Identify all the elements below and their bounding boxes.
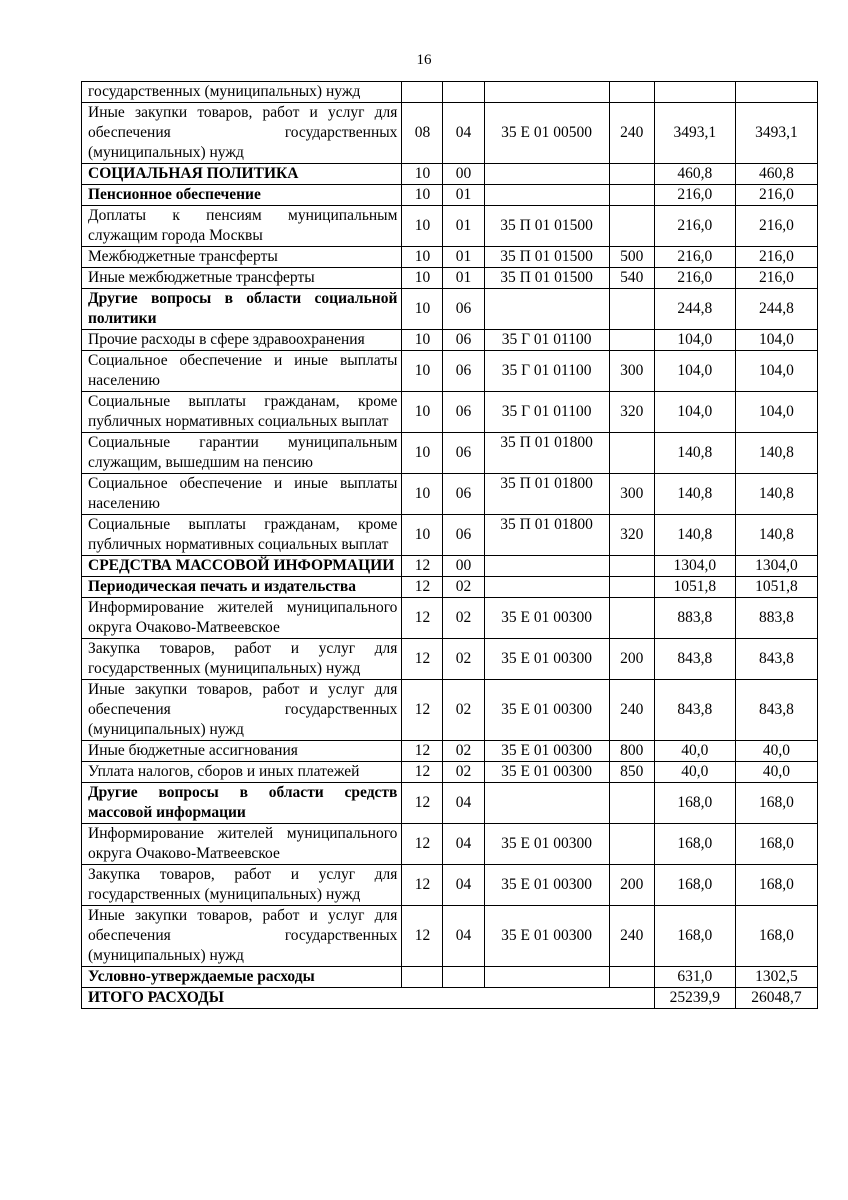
- total-label: ИТОГО РАСХОДЫ: [82, 988, 655, 1009]
- amount-year-2: 843,8: [735, 680, 817, 741]
- subsection-code: 04: [443, 824, 484, 865]
- expense-type-code: [609, 164, 654, 185]
- table-row: [82, 741, 818, 762]
- amount-year-1: 883,8: [654, 598, 735, 639]
- row-name: Другие вопросы в области социальной политики: [82, 289, 402, 330]
- amount-year-2: 883,8: [735, 598, 817, 639]
- amount-year-1: [654, 82, 735, 103]
- row-name: Иные бюджетные ассигнования: [82, 741, 402, 762]
- table-row: [82, 865, 818, 906]
- amount-year-1: 104,0: [654, 330, 735, 351]
- row-name: СОЦИАЛЬНАЯ ПОЛИТИКА: [82, 164, 402, 185]
- target-article-code: 35 Е 01 00300: [484, 824, 609, 865]
- expense-type-code: 300: [609, 351, 654, 392]
- expense-type-code: 240: [609, 680, 654, 741]
- subsection-code: 01: [443, 268, 484, 289]
- expense-type-code: [609, 82, 654, 103]
- budget-expenditure-table: [81, 81, 818, 1009]
- subsection-code: [443, 967, 484, 988]
- target-article-code: [484, 82, 609, 103]
- row-name: Условно-утверждаемые расходы: [82, 967, 402, 988]
- row-name: Социальное обеспечение и иные выплаты населению: [82, 474, 402, 515]
- expense-type-code: [609, 185, 654, 206]
- expense-type-code: [609, 598, 654, 639]
- total-amount-year-1: 25239,9: [654, 988, 735, 1009]
- amount-year-1: 140,8: [654, 474, 735, 515]
- subsection-code: [443, 82, 484, 103]
- row-name: Информирование жителей муниципального округа Очаково-Матвеевское: [82, 824, 402, 865]
- expense-type-code: 200: [609, 639, 654, 680]
- subsection-code: 02: [443, 680, 484, 741]
- subsection-code: 01: [443, 206, 484, 247]
- table-row: [82, 268, 818, 289]
- section-code: 10: [402, 206, 443, 247]
- target-article-code: 35 Г 01 01100: [484, 351, 609, 392]
- target-article-code: [484, 556, 609, 577]
- subsection-code: 06: [443, 289, 484, 330]
- subsection-code: 01: [443, 247, 484, 268]
- target-article-code: [484, 967, 609, 988]
- table-row: [82, 330, 818, 351]
- amount-year-2: 168,0: [735, 824, 817, 865]
- section-code: [402, 82, 443, 103]
- amount-year-1: 843,8: [654, 680, 735, 741]
- subsection-code: 02: [443, 762, 484, 783]
- amount-year-2: 460,8: [735, 164, 817, 185]
- row-name: Иные закупки товаров, работ и услуг для обеспечения государственных (муниципальных) нужд: [82, 680, 402, 741]
- row-name: Периодическая печать и издательства: [82, 577, 402, 598]
- expense-type-code: [609, 783, 654, 824]
- subsection-code: 06: [443, 392, 484, 433]
- section-code: 10: [402, 164, 443, 185]
- amount-year-2: 1302,5: [735, 967, 817, 988]
- expense-type-code: 320: [609, 515, 654, 556]
- table-row: [82, 598, 818, 639]
- row-name: Уплата налогов, сборов и иных платежей: [82, 762, 402, 783]
- amount-year-1: 460,8: [654, 164, 735, 185]
- amount-year-2: 216,0: [735, 185, 817, 206]
- subsection-code: 02: [443, 741, 484, 762]
- section-code: 10: [402, 392, 443, 433]
- expense-type-code: 320: [609, 392, 654, 433]
- target-article-code: 35 Е 01 00300: [484, 639, 609, 680]
- amount-year-1: 1304,0: [654, 556, 735, 577]
- table-row: [82, 824, 818, 865]
- target-article-code: 35 П 01 01800: [484, 433, 609, 474]
- row-name: Информирование жителей муниципального округа Очаково-Матвеевское: [82, 598, 402, 639]
- section-code: 10: [402, 330, 443, 351]
- expense-type-code: 540: [609, 268, 654, 289]
- amount-year-2: [735, 82, 817, 103]
- table-row: [82, 556, 818, 577]
- row-name: Иные закупки товаров, работ и услуг для обеспечения государственных (муниципальных) нужд: [82, 906, 402, 967]
- table-row: [82, 680, 818, 741]
- target-article-code: 35 Г 01 01100: [484, 330, 609, 351]
- table-row: [82, 577, 818, 598]
- row-name: СРЕДСТВА МАССОВОЙ ИНФОРМАЦИИ: [82, 556, 402, 577]
- table-row: [82, 185, 818, 206]
- subsection-code: 02: [443, 577, 484, 598]
- table-row: [82, 762, 818, 783]
- section-code: 10: [402, 351, 443, 392]
- amount-year-1: 140,8: [654, 433, 735, 474]
- amount-year-2: 216,0: [735, 247, 817, 268]
- target-article-code: [484, 185, 609, 206]
- section-code: 12: [402, 598, 443, 639]
- row-name: Социальные выплаты гражданам, кроме публичных нормативных социальных выплат: [82, 392, 402, 433]
- row-name: Закупка товаров, работ и услуг для государственных (муниципальных) нужд: [82, 639, 402, 680]
- expense-type-code: [609, 556, 654, 577]
- amount-year-2: 140,8: [735, 515, 817, 556]
- target-article-code: [484, 577, 609, 598]
- expense-type-code: [609, 433, 654, 474]
- section-code: 12: [402, 639, 443, 680]
- expense-type-code: [609, 824, 654, 865]
- target-article-code: 35 П 01 01800: [484, 474, 609, 515]
- subsection-code: 02: [443, 639, 484, 680]
- target-article-code: 35 Г 01 01100: [484, 392, 609, 433]
- target-article-code: 35 П 01 01500: [484, 247, 609, 268]
- target-article-code: 35 Е 01 00300: [484, 762, 609, 783]
- section-code: 10: [402, 268, 443, 289]
- amount-year-2: 216,0: [735, 206, 817, 247]
- amount-year-2: 168,0: [735, 865, 817, 906]
- amount-year-1: 104,0: [654, 392, 735, 433]
- target-article-code: [484, 289, 609, 330]
- amount-year-2: 3493,1: [735, 103, 817, 164]
- amount-year-2: 140,8: [735, 433, 817, 474]
- row-name: Социальные гарантии муниципальным служащим, вышедшим на пенсию: [82, 433, 402, 474]
- target-article-code: 35 П 01 01500: [484, 206, 609, 247]
- target-article-code: [484, 783, 609, 824]
- section-code: 08: [402, 103, 443, 164]
- total-row: [82, 988, 818, 1009]
- amount-year-1: 168,0: [654, 906, 735, 967]
- section-code: 10: [402, 185, 443, 206]
- amount-year-2: 216,0: [735, 268, 817, 289]
- subsection-code: 06: [443, 474, 484, 515]
- amount-year-2: 104,0: [735, 351, 817, 392]
- page-number: 16: [416, 52, 432, 68]
- amount-year-1: 104,0: [654, 351, 735, 392]
- subsection-code: 06: [443, 515, 484, 556]
- table-body: [82, 82, 818, 1009]
- expense-type-code: [609, 967, 654, 988]
- table-row: [82, 906, 818, 967]
- row-name: государственных (муниципальных) нужд: [82, 82, 402, 103]
- amount-year-1: 168,0: [654, 865, 735, 906]
- section-code: 12: [402, 741, 443, 762]
- amount-year-1: 40,0: [654, 741, 735, 762]
- amount-year-2: 104,0: [735, 392, 817, 433]
- target-article-code: [484, 164, 609, 185]
- amount-year-1: 3493,1: [654, 103, 735, 164]
- amount-year-2: 104,0: [735, 330, 817, 351]
- section-code: 12: [402, 762, 443, 783]
- table-row: [82, 289, 818, 330]
- section-code: 10: [402, 515, 443, 556]
- amount-year-2: 140,8: [735, 474, 817, 515]
- expense-type-code: [609, 330, 654, 351]
- section-code: 12: [402, 783, 443, 824]
- section-code: 12: [402, 906, 443, 967]
- subsection-code: 04: [443, 865, 484, 906]
- amount-year-1: 216,0: [654, 185, 735, 206]
- target-article-code: 35 П 01 01500: [484, 268, 609, 289]
- expense-type-code: 240: [609, 103, 654, 164]
- section-code: 12: [402, 577, 443, 598]
- subsection-code: 06: [443, 330, 484, 351]
- table-row: [82, 164, 818, 185]
- table-row: [82, 783, 818, 824]
- table-row: [82, 82, 818, 103]
- table-row: [82, 967, 818, 988]
- table-row: [82, 474, 818, 515]
- total-amount-year-2: 26048,7: [735, 988, 817, 1009]
- amount-year-2: 168,0: [735, 783, 817, 824]
- table-row: [82, 639, 818, 680]
- amount-year-1: 216,0: [654, 247, 735, 268]
- target-article-code: 35 Е 01 00300: [484, 741, 609, 762]
- table-row: [82, 515, 818, 556]
- amount-year-2: 40,0: [735, 741, 817, 762]
- expense-type-code: 200: [609, 865, 654, 906]
- section-code: 12: [402, 865, 443, 906]
- row-name: Межбюджетные трансферты: [82, 247, 402, 268]
- section-code: 10: [402, 289, 443, 330]
- section-code: 12: [402, 824, 443, 865]
- amount-year-1: 216,0: [654, 206, 735, 247]
- table-row: [82, 247, 818, 268]
- row-name: Закупка товаров, работ и услуг для государственных (муниципальных) нужд: [82, 865, 402, 906]
- target-article-code: 35 Е 01 00300: [484, 906, 609, 967]
- row-name: Иные закупки товаров, работ и услуг для обеспечения государственных (муниципальных) нужд: [82, 103, 402, 164]
- section-code: 12: [402, 556, 443, 577]
- amount-year-1: 216,0: [654, 268, 735, 289]
- target-article-code: 35 Е 01 00300: [484, 598, 609, 639]
- amount-year-2: 1051,8: [735, 577, 817, 598]
- amount-year-2: 168,0: [735, 906, 817, 967]
- section-code: 10: [402, 247, 443, 268]
- amount-year-1: 843,8: [654, 639, 735, 680]
- expense-type-code: 240: [609, 906, 654, 967]
- row-name: Другие вопросы в области средств массовой информации: [82, 783, 402, 824]
- expense-type-code: 800: [609, 741, 654, 762]
- amount-year-1: 244,8: [654, 289, 735, 330]
- table-row: [82, 433, 818, 474]
- subsection-code: 00: [443, 164, 484, 185]
- expense-type-code: [609, 206, 654, 247]
- row-name: Доплаты к пенсиям муниципальным служащим города Москвы: [82, 206, 402, 247]
- row-name: Социальное обеспечение и иные выплаты населению: [82, 351, 402, 392]
- section-code: 10: [402, 474, 443, 515]
- expense-type-code: [609, 577, 654, 598]
- expense-type-code: 850: [609, 762, 654, 783]
- amount-year-1: 168,0: [654, 783, 735, 824]
- section-code: 10: [402, 433, 443, 474]
- expense-type-code: 300: [609, 474, 654, 515]
- row-name: Социальные выплаты гражданам, кроме публичных нормативных социальных выплат: [82, 515, 402, 556]
- target-article-code: 35 Е 01 00300: [484, 680, 609, 741]
- table-row: [82, 103, 818, 164]
- row-name: Пенсионное обеспечение: [82, 185, 402, 206]
- target-article-code: 35 Е 01 00300: [484, 865, 609, 906]
- subsection-code: 02: [443, 598, 484, 639]
- amount-year-2: 1304,0: [735, 556, 817, 577]
- subsection-code: 04: [443, 103, 484, 164]
- table-row: [82, 351, 818, 392]
- subsection-code: 06: [443, 433, 484, 474]
- subsection-code: 04: [443, 906, 484, 967]
- amount-year-2: 244,8: [735, 289, 817, 330]
- row-name: Иные межбюджетные трансферты: [82, 268, 402, 289]
- amount-year-1: 40,0: [654, 762, 735, 783]
- subsection-code: 06: [443, 351, 484, 392]
- section-code: 12: [402, 680, 443, 741]
- subsection-code: 04: [443, 783, 484, 824]
- table-row: [82, 206, 818, 247]
- row-name: Прочие расходы в сфере здравоохранения: [82, 330, 402, 351]
- subsection-code: 00: [443, 556, 484, 577]
- amount-year-2: 40,0: [735, 762, 817, 783]
- expense-type-code: 500: [609, 247, 654, 268]
- amount-year-1: 631,0: [654, 967, 735, 988]
- amount-year-2: 843,8: [735, 639, 817, 680]
- amount-year-1: 140,8: [654, 515, 735, 556]
- expense-type-code: [609, 289, 654, 330]
- table-row: [82, 392, 818, 433]
- target-article-code: 35 Е 01 00500: [484, 103, 609, 164]
- subsection-code: 01: [443, 185, 484, 206]
- amount-year-1: 1051,8: [654, 577, 735, 598]
- target-article-code: 35 П 01 01800: [484, 515, 609, 556]
- amount-year-1: 168,0: [654, 824, 735, 865]
- section-code: [402, 967, 443, 988]
